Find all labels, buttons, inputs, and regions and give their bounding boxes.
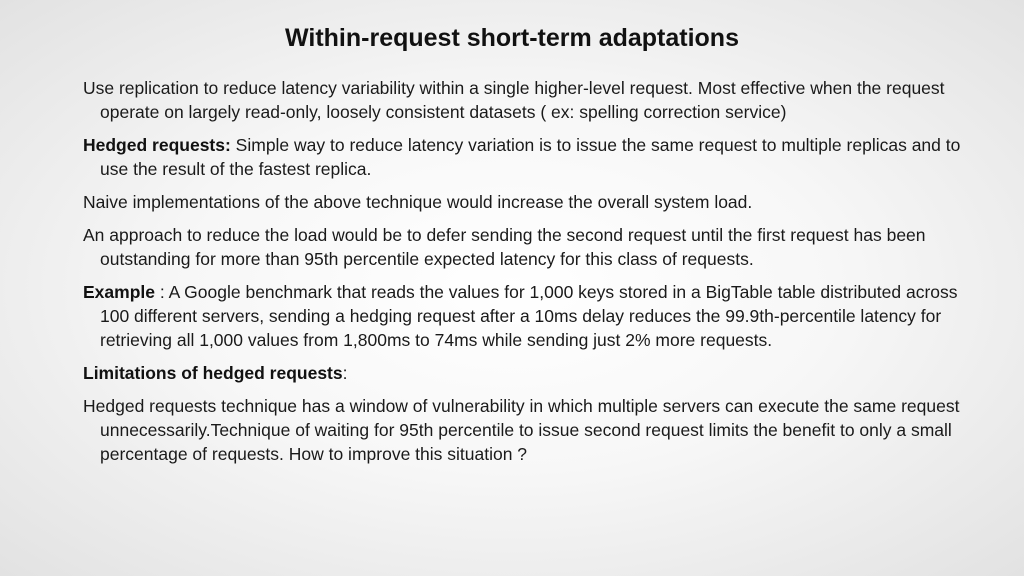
paragraph-lead: Limitations of hedged requests (83, 363, 343, 383)
paragraph-text: Hedged requests technique has a window of vulnerability in which multiple servers can execute the same request unnecessarily.Technique of waiting for 95th percentile to issue second request limits the benefit to only a small percentage of requests. How to improve this situation ? (83, 396, 960, 464)
paragraph-text: : (342, 363, 348, 383)
paragraph-text: An approach to reduce the load would be to defer sending the second request until the first request has been outstanding for more than 95th percentile expected latency for this class of requests. (83, 225, 926, 269)
paragraph-lead: Example (83, 282, 155, 302)
slide-body (83, 76, 983, 475)
paragraph-replication (83, 76, 983, 124)
paragraph-limitations-heading (83, 361, 983, 385)
paragraph-text: Naive implementations of the above technique would increase the overall system load. (83, 192, 753, 212)
paragraph-example (83, 280, 983, 352)
paragraph-defer-approach (83, 223, 983, 271)
paragraph-hedged-requests (83, 133, 983, 181)
paragraph-lead: Hedged requests: (83, 135, 231, 155)
paragraph-naive-implementations (83, 190, 983, 214)
paragraph-text: Simple way to reduce latency variation is to issue the same request to multiple replicas and to use the result of the fastest replica. (100, 135, 961, 179)
paragraph-text: : A Google benchmark that reads the values for 1,000 keys stored in a BigTable table distributed across 100 different servers, sending a hedging request after a 10ms delay reduces the 99.9th-percentile latency for retrieving all 1,000 values from 1,800ms to 74ms while sending just 2% more requests. (100, 282, 958, 350)
paragraph-text: Use replication to reduce latency variability within a single higher-level request. Most effective when the request operate on largely read-only, loosely consistent datasets ( ex: spelling correction service) (83, 78, 945, 122)
slide-title: Within-request short-term adaptations (285, 24, 739, 52)
paragraph-limitations-detail (83, 394, 983, 466)
